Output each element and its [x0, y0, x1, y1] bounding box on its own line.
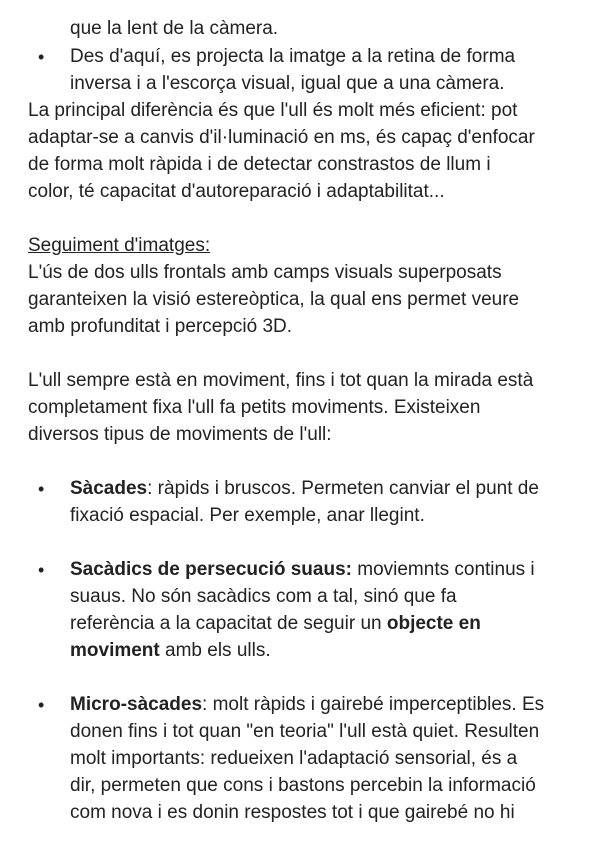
- paragraph-line: La principal diferència és que l'ull és molt més eficient: pot: [28, 100, 518, 121]
- intro-bullet-continuation: que la lent de la càmera.: [70, 18, 279, 39]
- paragraph-line: L'ull sempre està en moviment, fins i tot quan la mirada està: [28, 370, 534, 391]
- list-item-line: suaus. No són sacàdics com a tal, sinó que fa: [70, 586, 457, 607]
- list-item-line: dir, permeten que cons i bastons percebin la informació: [70, 775, 536, 796]
- list-item-term: Micro-sàcades: [70, 694, 203, 715]
- list-item-line: molt importants: redueixen l'adaptació sensorial, és a: [70, 748, 518, 769]
- paragraph-line: amb profunditat i percepció 3D.: [28, 316, 293, 337]
- paragraph-line: completament fixa l'ull fa petits moviments. Existeixen: [28, 397, 481, 418]
- list-item-line: donen fins i tot quan "en teoria" l'ull està quiet. Resulten: [70, 721, 540, 742]
- list-item-text: amb els ulls.: [159, 640, 271, 661]
- list-item-text: : ràpids i bruscos. Permeten canviar el punt de: [147, 478, 539, 499]
- list-item-line: [70, 475, 539, 502]
- list-item-emphasis: objecte en: [386, 613, 481, 634]
- section-heading: Seguiment d'imatges:: [28, 235, 211, 256]
- paragraph-line: diversos tipus de moviments de l'ull:: [28, 424, 332, 445]
- list-item-emphasis: moviment: [70, 640, 160, 661]
- list-item-line: [70, 610, 481, 637]
- list-item-text: : molt ràpids i gairebé imperceptibles. Es: [202, 694, 545, 715]
- bullet-icon: •: [38, 479, 45, 499]
- list-item-term: Sàcades: [70, 478, 148, 499]
- list-item-term: Sacàdics de persecució suaus:: [70, 559, 352, 580]
- list-item-line: fixació espacial. Per exemple, anar llegint.: [70, 505, 425, 526]
- intro-bullet-line: Des d'aquí, es projecta la imatge a la retina de forma: [70, 46, 516, 67]
- paragraph-line: color, té capacitat d'autoreparació i adaptabilitat...: [28, 181, 445, 202]
- intro-bullet-line: inversa i a l'escorça visual, igual que a una càmera.: [70, 73, 505, 94]
- list-item-line: [70, 637, 271, 664]
- bullet-icon: •: [38, 47, 45, 67]
- list-item-text: referència a la capacitat de seguir un: [70, 613, 387, 634]
- paragraph-line: L'ús de dos ulls frontals amb camps visuals superposats: [28, 262, 502, 283]
- list-item-line: [70, 691, 544, 718]
- paragraph-line: de forma molt ràpida i de detectar constrastos de llum i: [28, 154, 491, 175]
- list-item-text: moviemnts continus i: [351, 559, 535, 580]
- bullet-icon: •: [38, 560, 45, 580]
- bullet-icon: •: [38, 695, 45, 715]
- paragraph-line: garanteixen la visió estereòptica, la qual ens permet veure: [28, 289, 520, 310]
- paragraph-line: adaptar-se a canvis d'il·luminació en ms, és capaç d'enfocar: [28, 127, 535, 148]
- list-item-line: [70, 556, 535, 583]
- list-item-line: com nova i es donin respostes tot i que gairebé no hi: [70, 802, 515, 823]
